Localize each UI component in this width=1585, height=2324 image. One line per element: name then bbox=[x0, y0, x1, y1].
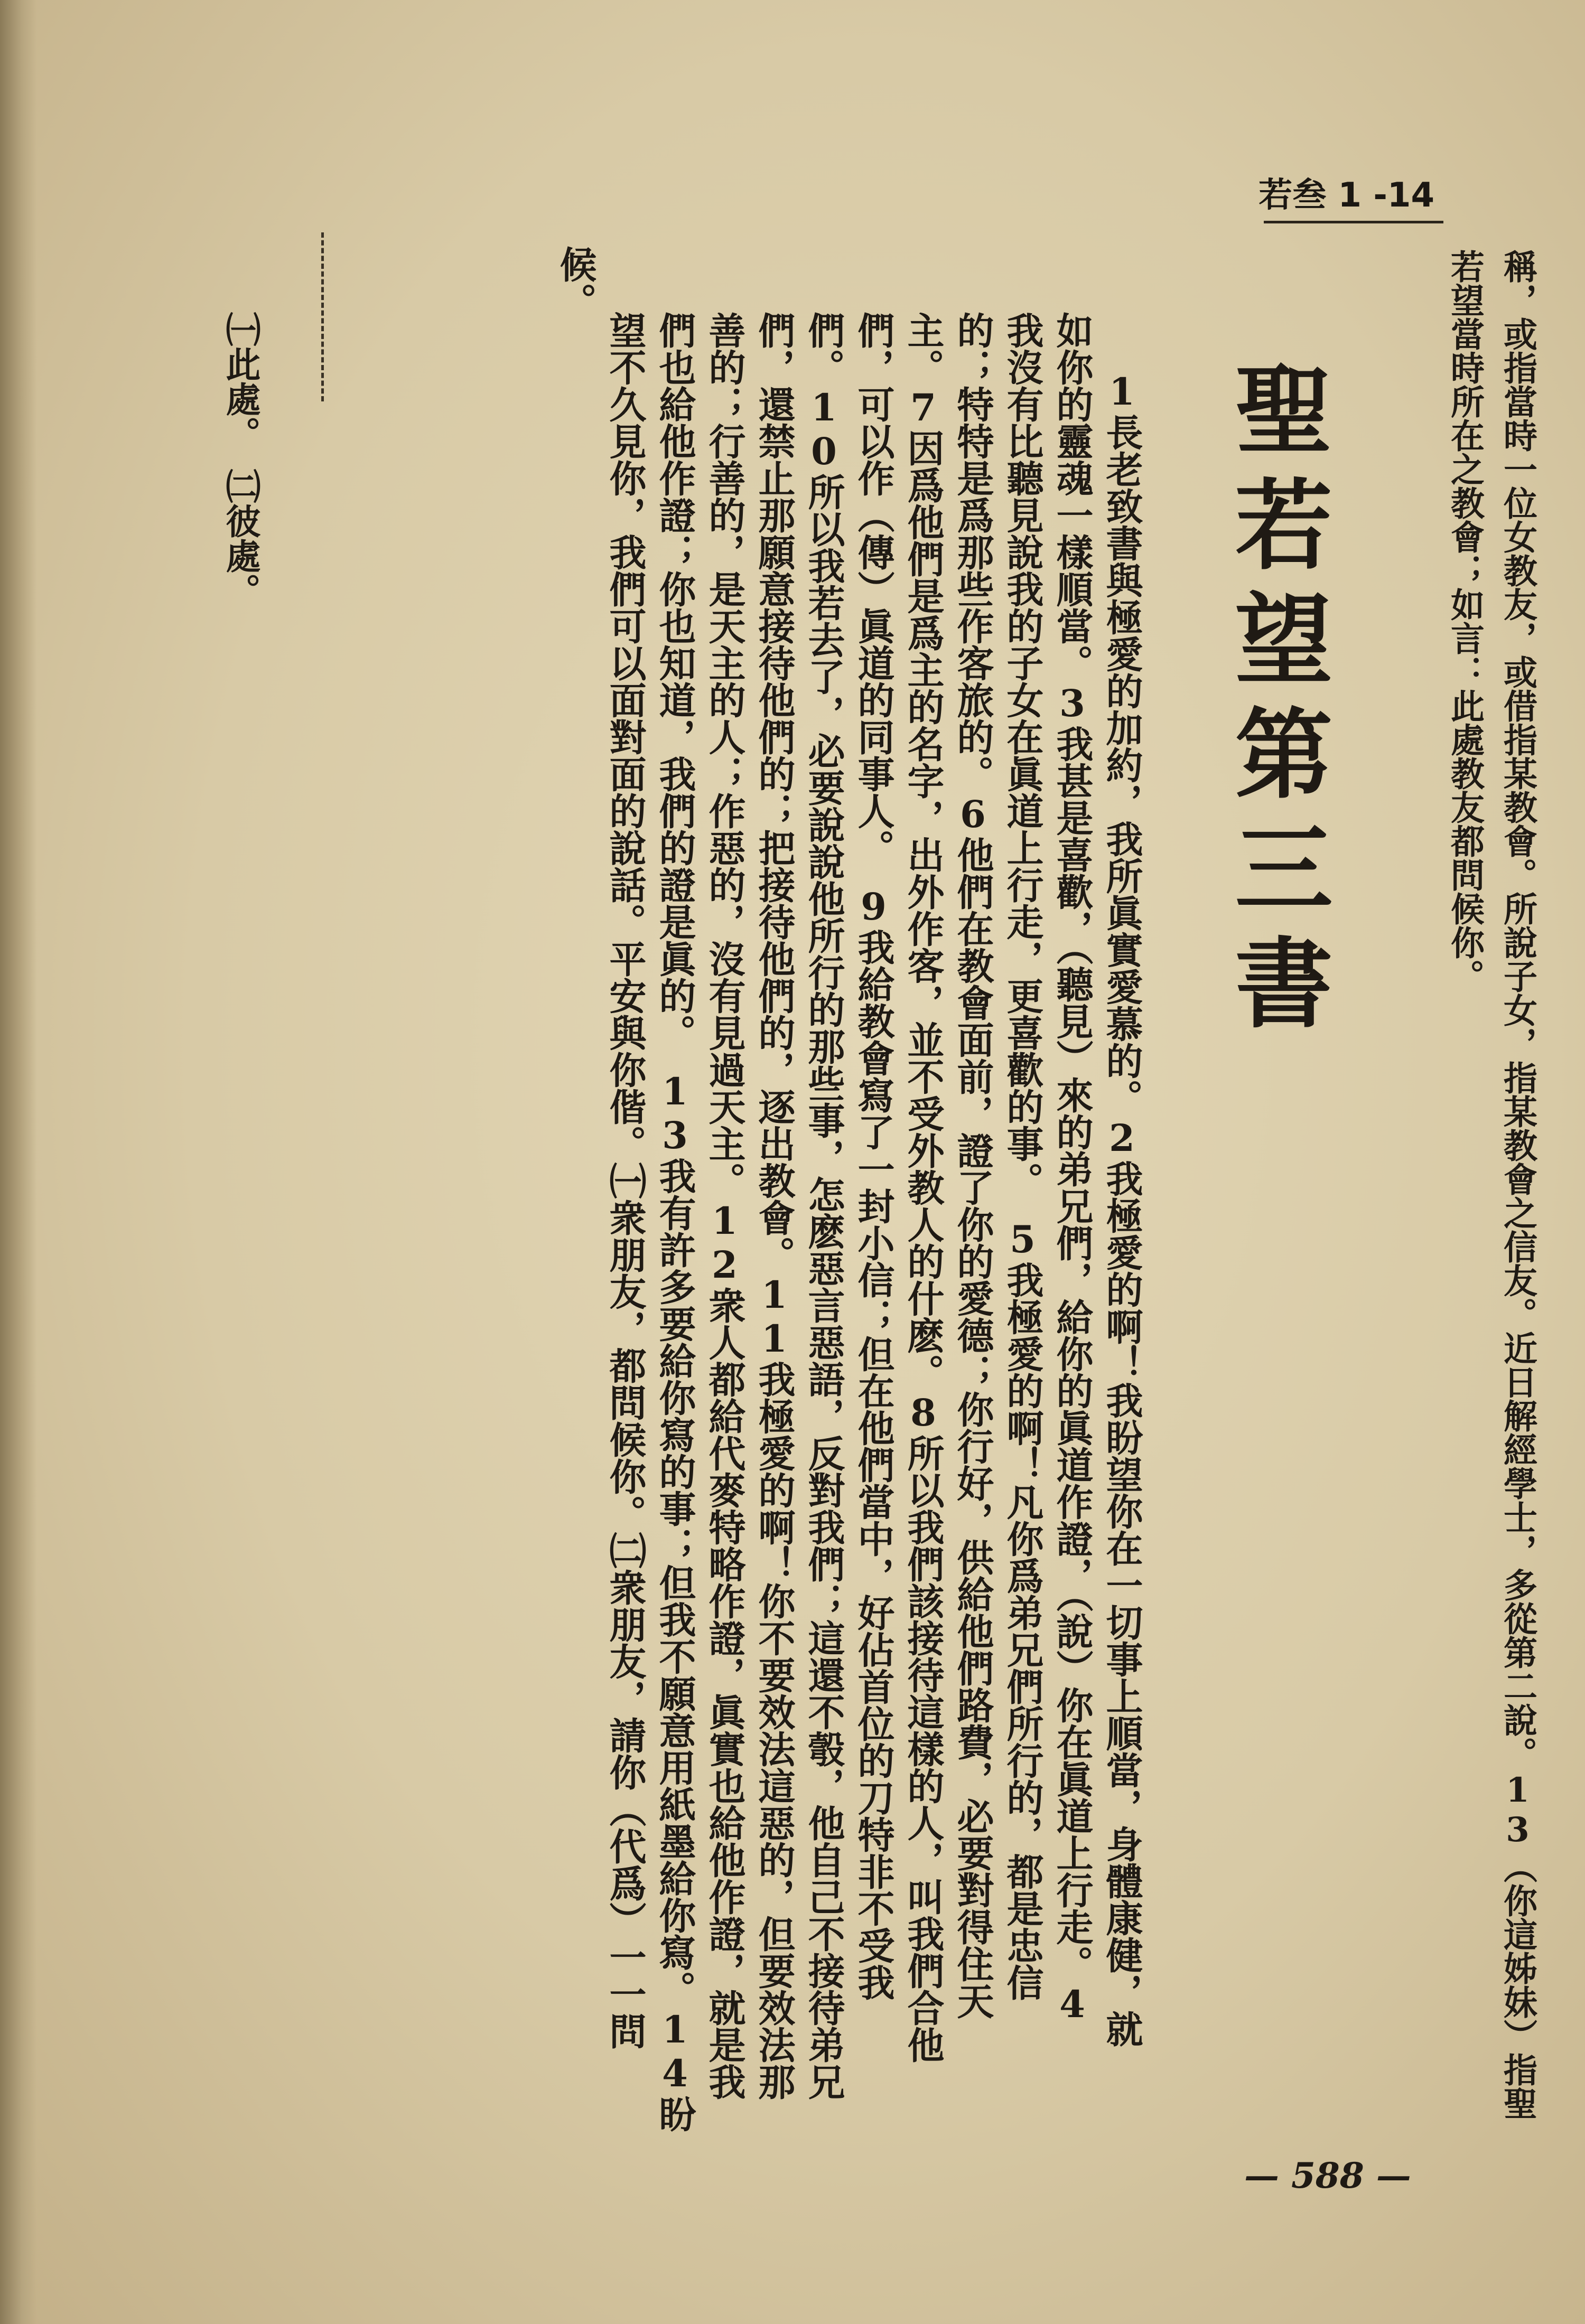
page-gutter-shadow bbox=[0, 0, 37, 2324]
footnote-separator bbox=[321, 232, 340, 401]
note-line-2: 若望當時所在之教會；如言：此處教友都問候你。 bbox=[1445, 249, 1485, 993]
body-line-2: 如你的靈魂一樣順當。3我甚是喜歡，（聽見）來的弟兄們，給你的眞道作證，（說）你在眞道上行走。4 bbox=[1050, 312, 1094, 2026]
note-line-1: 稱，或指當時一位女教友，或借指某教會。所說子女，指某教會之信友。近日解經學士，多從第二說。13（你這姊妹）指聖 bbox=[1498, 249, 1537, 2120]
body-line-12: 候。 bbox=[554, 246, 598, 320]
body-line-8: 們，還禁止那願意接待他們的；把接待他們的，逐出教會。11我極愛的啊！你不要效法這惡的，但要效法那 bbox=[752, 312, 796, 2100]
page-number: — 588 — bbox=[1244, 2155, 1411, 2196]
body-line-6: 們，可以作（傳）眞道的同事人。 9我給教會寫了一封小信；但在他們當中，好佔首位的刀特非不受我 bbox=[852, 312, 896, 2001]
body-line-11: 望不久見你，我們可以面對面的說話。平安與你偕。㈠衆朋友，都問候你。㈡衆朋友，請你（代爲）一一問 bbox=[603, 312, 647, 2049]
running-header: 若叁 1 -14 bbox=[1258, 176, 1434, 215]
body-line-9: 善的；行善的，是天主的人；作惡的，沒有見過天主。12衆人都給代麥特略作證，眞實也給他作證，就是我 bbox=[703, 312, 747, 2100]
body-line-3: 我沒有比聽見說我的子女在眞道上行走，更喜歡的事。 5我極愛的啊！凡你爲弟兄們所行的，都是忠信 bbox=[1001, 312, 1045, 2001]
footnote-line: ㈠此處。 ㈡彼處。 bbox=[220, 312, 261, 608]
body-line-10: 們也給他作證；你也知道，我們的證是眞的。 13我有許多要給你寫的事；但我不願意用紙墨給你寫。14盼 bbox=[653, 312, 697, 2132]
body-line-7: 們。10所以我若去了，必要說說他所行的那些事，怎麽惡言惡語，反對我們；這還不彀，他自己不接待弟兄 bbox=[802, 312, 846, 2100]
body-line-1: 1長老致書與極愛的加約，我所眞實愛慕的。2我極愛的啊！我盼望你在一切事上順當，身體康健，就 bbox=[1100, 370, 1144, 2047]
page-title: 聖若望第三書 bbox=[1218, 359, 1334, 1047]
body-line-4: 的；特特是爲那些作客旅的。6他們在教會面前，證了你的愛德；你行好，供給他們路費，必要對得住天 bbox=[951, 312, 995, 2019]
header-rule bbox=[1264, 221, 1443, 223]
body-line-5: 主。7因爲他們是爲主的名字，出外作客，並不受外教人的什麽。8所以我們該接待這樣的人，叫我們合他 bbox=[901, 312, 945, 2063]
